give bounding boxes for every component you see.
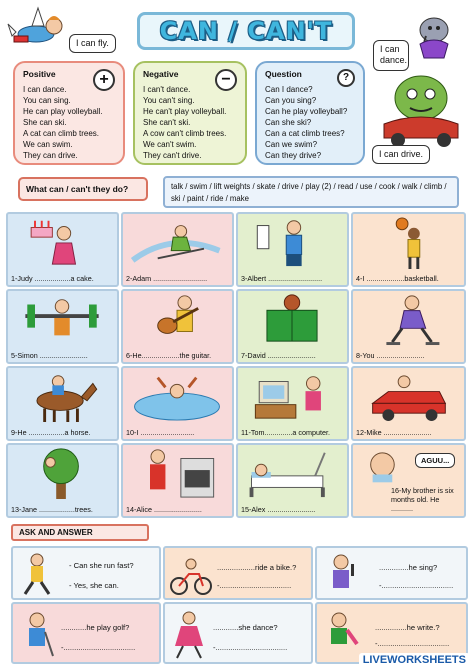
exercise-caption[interactable]: 13-Jane ..................trees. (11, 505, 93, 514)
exercise-caption[interactable]: 15-Alex ........................ (241, 505, 316, 514)
cake-icon (8, 214, 117, 273)
positive-line: You can sing. (23, 96, 71, 105)
question-box (255, 61, 365, 165)
ask-question[interactable]: ............she dance? (213, 623, 278, 632)
ask-card-4 (11, 602, 161, 664)
question-line: Can you sing? (265, 96, 317, 105)
exercise-caption[interactable]: 12-Mike ........................ (356, 428, 432, 437)
negative-line: He can't play volleyball. (143, 107, 227, 116)
plus-icon: + (93, 69, 115, 91)
negative-line: They can't drive. (143, 151, 202, 160)
negative-heading: Negative (143, 69, 179, 79)
question-line: Can we swim? (265, 140, 318, 149)
exercise-caption[interactable]: 1-Judy ..................a cake. (11, 274, 94, 283)
exercise-card-3 (236, 212, 349, 287)
skier-icon (123, 214, 232, 273)
baby-bubble-text: AGUU... (421, 456, 450, 465)
footer-text: LIVEWORKSHEETS (362, 654, 466, 666)
page-title-box (137, 12, 355, 50)
positive-box (13, 61, 125, 165)
baby-speech-bubble (415, 453, 455, 468)
horse-icon (8, 368, 117, 427)
question-heading: Question (265, 69, 302, 79)
bed-icon (238, 445, 347, 504)
exercise-card-9 (6, 366, 119, 441)
verb-bank-text: talk / swim / lift weights / skate / drive / play (2) / read / use / cook / walk / climb / ski / paint / ride / make (171, 182, 447, 203)
exercise-caption[interactable]: 8-You ........................ (356, 351, 425, 360)
writer-icon (321, 610, 361, 656)
exercise-card-11 (236, 366, 349, 441)
computer-icon (238, 368, 347, 427)
book-icon (238, 291, 347, 350)
singer-icon (321, 552, 361, 598)
ask-card-3 (315, 546, 468, 600)
basketball-icon (353, 214, 464, 274)
minus-icon: − (215, 69, 237, 91)
ask-answer[interactable]: -.................................. (213, 643, 288, 652)
exercise-grid (6, 212, 468, 518)
swimmer-icon (123, 368, 232, 427)
ask-answer[interactable]: -.................................. (379, 581, 454, 590)
dance-bubble-text: I can dance. (380, 44, 408, 66)
exercise-card-7 (236, 289, 349, 364)
ask-question[interactable]: ..................ride a bike.? (217, 563, 297, 572)
golfer-icon (17, 610, 57, 660)
exercise-caption[interactable]: 14-Alice ........................ (126, 505, 202, 514)
positive-heading: Positive (23, 69, 56, 79)
ask-card-5 (163, 602, 313, 664)
exercise-card-4 (351, 212, 466, 287)
page-title: CAN / CAN'T (159, 17, 333, 45)
positive-line: She can ski. (23, 118, 67, 127)
cook-icon (123, 445, 232, 504)
ask-question[interactable]: ............he play golf? (61, 623, 130, 632)
fly-speech-bubble (69, 34, 116, 53)
exercise-card-5 (6, 289, 119, 364)
ask-card-2 (163, 546, 313, 600)
ask-answer: - Yes, she can. (69, 581, 119, 590)
positive-line: A cat can climb trees. (23, 129, 100, 138)
question-line: Can a cat climb trees? (265, 129, 345, 138)
negative-box (133, 61, 247, 165)
flying-boy-illustration (6, 4, 72, 52)
what-can-they-do-prompt (18, 177, 148, 201)
prompt-text: What can / can't they do? (26, 184, 129, 194)
runner-icon (17, 552, 57, 598)
painter-icon (238, 214, 347, 273)
ask-question[interactable]: ..............he sing? (379, 563, 438, 572)
ask-answer[interactable]: -.................................. (375, 639, 450, 648)
exercise-caption[interactable]: 11-Tom..............a computer. (241, 428, 330, 437)
question-mark-icon: ? (337, 69, 355, 87)
exercise-card-8 (351, 289, 466, 364)
exercise-card-15 (236, 443, 349, 518)
dancing-elephant-illustration (408, 12, 460, 62)
tree-icon (8, 445, 117, 504)
exercise-caption[interactable]: 10-I ........................... (126, 428, 195, 437)
exercise-caption[interactable]: 6-He...................the guitar. (126, 351, 212, 360)
exercise-caption[interactable]: 3-Albert ........................... (241, 274, 323, 283)
ask-card-1 (11, 546, 161, 600)
positive-line: He can play volleyball. (23, 107, 103, 116)
negative-line: We can't swim. (143, 140, 197, 149)
fly-bubble-text: I can fly. (76, 38, 109, 48)
guitar-icon (123, 291, 232, 350)
verb-bank (163, 176, 459, 208)
exercise-caption[interactable]: 5-Simon ........................ (11, 351, 88, 360)
exercise-card-13 (6, 443, 119, 518)
driving-monster-illustration (376, 68, 466, 148)
ask-answer[interactable]: -.................................. (217, 581, 292, 590)
exercise-card-14 (121, 443, 234, 518)
drive-speech-bubble (372, 145, 430, 164)
question-line: Can they drive? (265, 151, 322, 160)
negative-line: You can't sing. (143, 96, 195, 105)
skater-icon (353, 291, 464, 351)
question-line: Can he play volleyball? (265, 107, 348, 116)
exercise-caption[interactable]: 9-He ..................a horse. (11, 428, 91, 437)
bike-icon (169, 556, 213, 596)
negative-line: She can't ski. (143, 118, 191, 127)
question-line: Can she ski? (265, 118, 312, 127)
question-line: Can I dance? (265, 85, 313, 94)
negative-line: I can't dance. (143, 85, 191, 94)
exercise-card-10 (121, 366, 234, 441)
exercise-card-12 (351, 366, 466, 441)
exercise-card-1 (6, 212, 119, 287)
negative-line: A cow can't climb trees. (143, 129, 227, 138)
ask-answer[interactable]: -.................................. (61, 643, 136, 652)
positive-line: We can swim. (23, 140, 73, 149)
ask-and-answer-heading (11, 524, 149, 541)
car-icon (353, 368, 464, 428)
dance-speech-bubble (373, 40, 409, 71)
ask-question[interactable]: ...............he write.? (375, 623, 440, 632)
ask-question: - Can she run fast? (69, 561, 134, 570)
exercise-caption[interactable]: 16-My brother is six months old. He ........... (391, 486, 454, 513)
liveworksheets-logo (359, 653, 470, 667)
exercise-caption[interactable]: 7-David ........................ (241, 351, 316, 360)
ask-and-answer-title: ASK AND ANSWER (19, 528, 93, 537)
exercise-card-6 (121, 289, 234, 364)
exercise-card-16 (351, 443, 466, 518)
exercise-card-2 (121, 212, 234, 287)
weights-icon (8, 291, 117, 350)
positive-line: I can dance. (23, 85, 67, 94)
positive-line: They can drive. (23, 151, 78, 160)
exercise-caption[interactable]: 4-I ...................basketball. (356, 274, 439, 283)
drive-bubble-text: I can drive. (379, 149, 424, 159)
dancer-icon (169, 610, 209, 660)
exercise-caption[interactable]: 2-Adam ........................... (126, 274, 208, 283)
